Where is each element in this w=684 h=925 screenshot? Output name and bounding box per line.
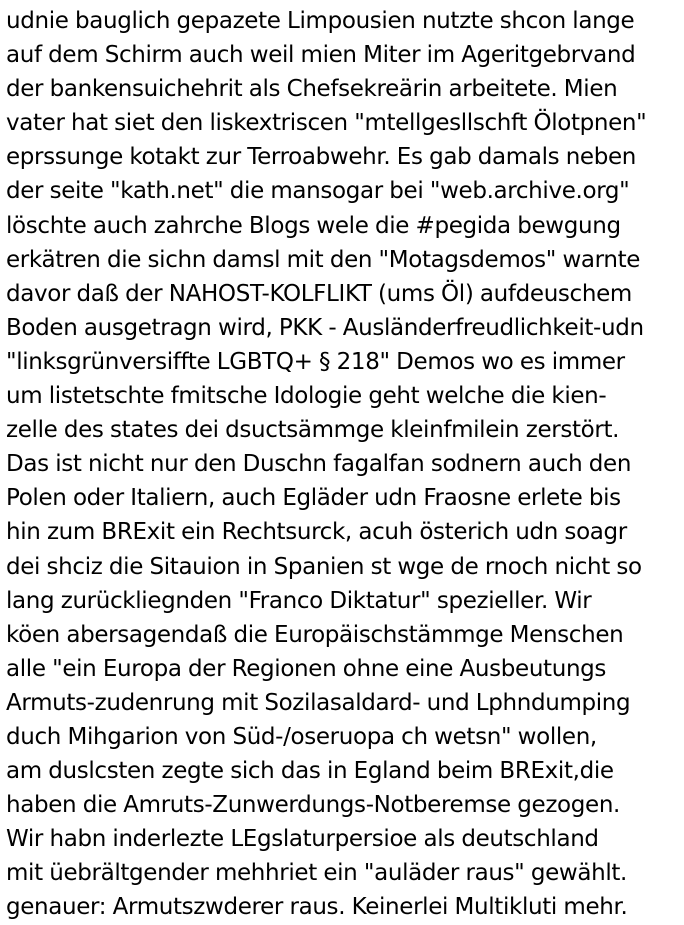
text-line: erkätren die sichn damsl mit den "Motagsdemos" warnte: [6, 246, 641, 273]
text-line: Wir habn inderlezte LEgslaturpersioe als deutschland: [6, 826, 599, 853]
text-line: auf dem Schirm auch weil mien Miter im Ageritgebrvand: [6, 42, 636, 69]
text-line: duch Mihgarion von Süd-/oseruopa ch wetsn" wollen,: [6, 723, 597, 750]
text-line: dei shciz die Sitauion in Spanien st wge de rnoch nicht so: [6, 553, 642, 580]
text-line: vater hat siet den liskextriscen "mtellgesllschft Ölotpnen": [6, 110, 647, 137]
document-text: [6, 4, 682, 925]
text-line: mit üebrältgender mehhriet ein "auläder raus" gewählt.: [6, 860, 628, 887]
text-line: alle "ein Europa der Regionen ohne eine Ausbeutungs: [6, 655, 607, 682]
text-line: davor daß der NAHOST-KOLFLIKT (ums Öl) aufdeuschem: [6, 280, 632, 307]
text-line: genauer: Armutszwderer raus. Keinerlei Multikluti mehr.: [6, 894, 628, 921]
text-line: eprssunge kotakt zur Terroabwehr. Es gab damals neben: [6, 144, 637, 171]
text-line: Boden ausgetragn wird, PKK - Ausländerfreudlichkeit-udn: [6, 314, 644, 341]
text-line: lang zurückliegnden "Franco Diktatur" spezieller. Wir: [6, 587, 592, 614]
text-line: der seite "kath.net" die mansogar bei "web.archive.org": [6, 178, 630, 205]
text-line: Das ist nicht nur den Duschn fagalfan sodnern auch den: [6, 451, 632, 478]
text-line: haben die Amruts-Zunwerdungs-Notberemse gezogen.: [6, 792, 621, 819]
text-line: Polen oder Italiern, auch Egläder udn Fraosne erlete bis: [6, 485, 621, 512]
text-line: der bankensuichehrit als Chefsekreärin arbeitete. Mien: [6, 76, 618, 103]
text-line: am duslcsten zegte sich das in Egland beim BRExit,die: [6, 758, 614, 785]
text-line: "linksgrünversiffte LGBTQ+ § 218" Demos wo es immer: [6, 348, 625, 375]
text-line: zelle des states dei dsuctsämmge kleinfmilein zerstört.: [6, 417, 620, 444]
text-line: löschte auch zahrche Blogs wele die #pegida bewgung: [6, 212, 621, 239]
text-line: udnie bauglich gepazete Limpousien nutzte shcon lange: [6, 8, 635, 34]
text-line: hin zum BRExit ein Rechtsurck, acuh österich udn soagr: [6, 519, 627, 546]
text-line: um listetschte fmitsche Idologie geht welche die kien-: [6, 383, 607, 410]
text-line: Armuts-zudenrung mit Sozilasaldard- und Lphndumping: [6, 689, 631, 716]
text-line: köen abersagendaß die Europäischstämmge Menschen: [6, 621, 624, 648]
